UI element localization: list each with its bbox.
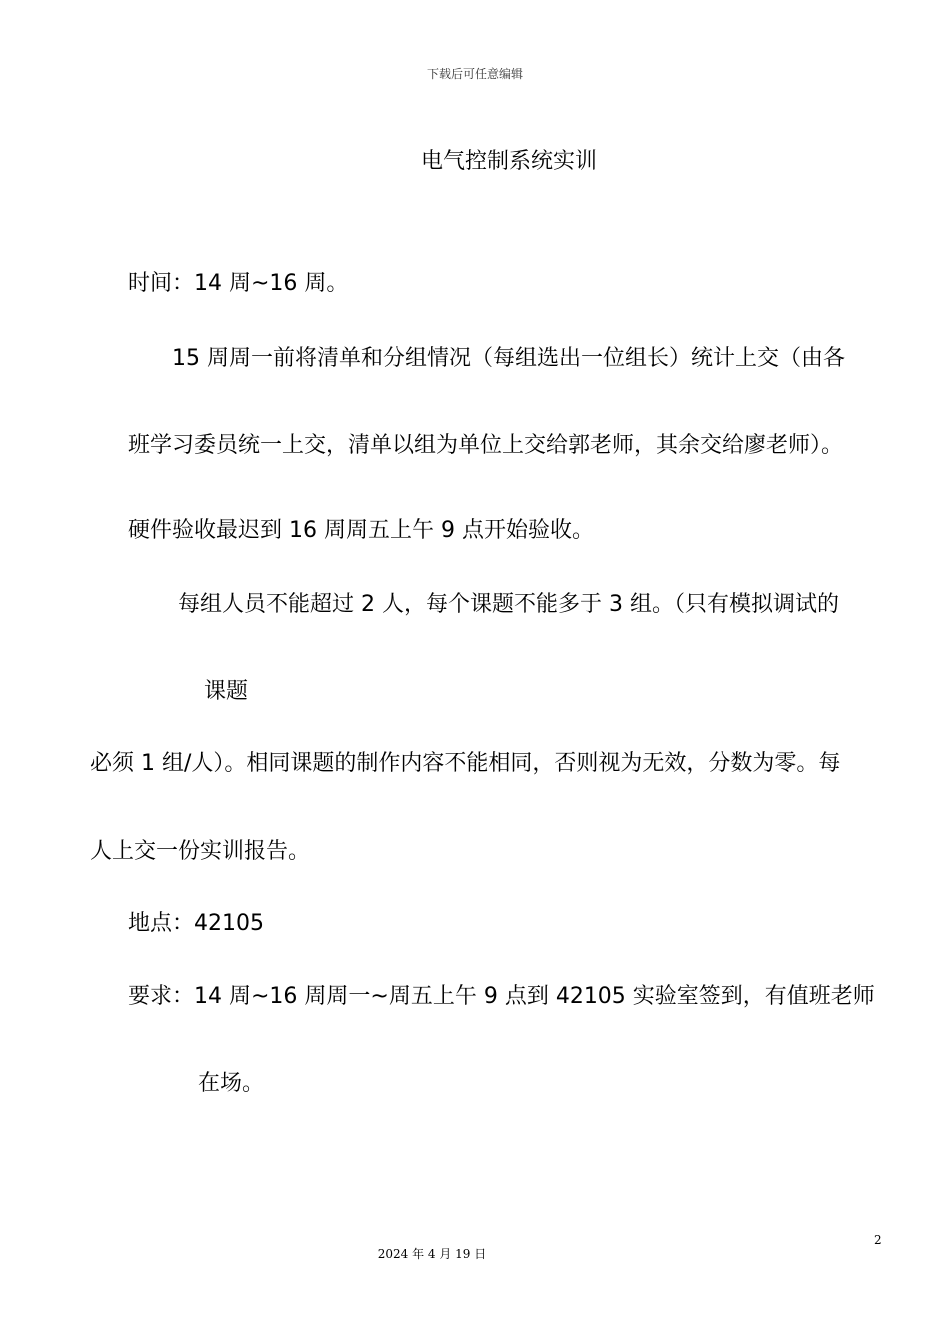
line-requirement-2: 在场。 bbox=[198, 1071, 265, 1096]
header-note: 下载后可任意编辑 bbox=[426, 67, 523, 81]
line-group-rule-2: 课题 bbox=[204, 679, 249, 704]
line-submission-2: 班学习委员统一上交，清单以组为单位上交给郭老师，其余交给廖老师）。 bbox=[128, 433, 844, 458]
line-group-rule-3: 必须 1 组/人）。相同课题的制作内容不能相同，否则视为无效，分数为零。每 bbox=[90, 751, 841, 776]
line-location: 地点：42105 bbox=[128, 911, 264, 936]
line-report: 人上交一份实训报告。 bbox=[90, 839, 311, 864]
line-time: 时间：14 周~16 周。 bbox=[128, 271, 349, 296]
line-requirement-1: 要求：14 周~16 周周一~周五上午 9 点到 42105 实验室签到，有值班老师 bbox=[128, 984, 875, 1009]
document-title: 电气控制系统实训 bbox=[420, 149, 597, 174]
footer-date: 2024 年 4 月 19 日 bbox=[377, 1247, 487, 1261]
line-group-rule-1: 每组人员不能超过 2 人，每个课题不能多于 3 组。（只有模拟调试的 bbox=[178, 592, 839, 617]
line-submission-1: 15 周周一前将清单和分组情况（每组选出一位组长）统计上交（由各 bbox=[172, 346, 845, 371]
page-number: 2 bbox=[874, 1233, 882, 1247]
line-acceptance: 硬件验收最迟到 16 周周五上午 9 点开始验收。 bbox=[128, 518, 594, 543]
